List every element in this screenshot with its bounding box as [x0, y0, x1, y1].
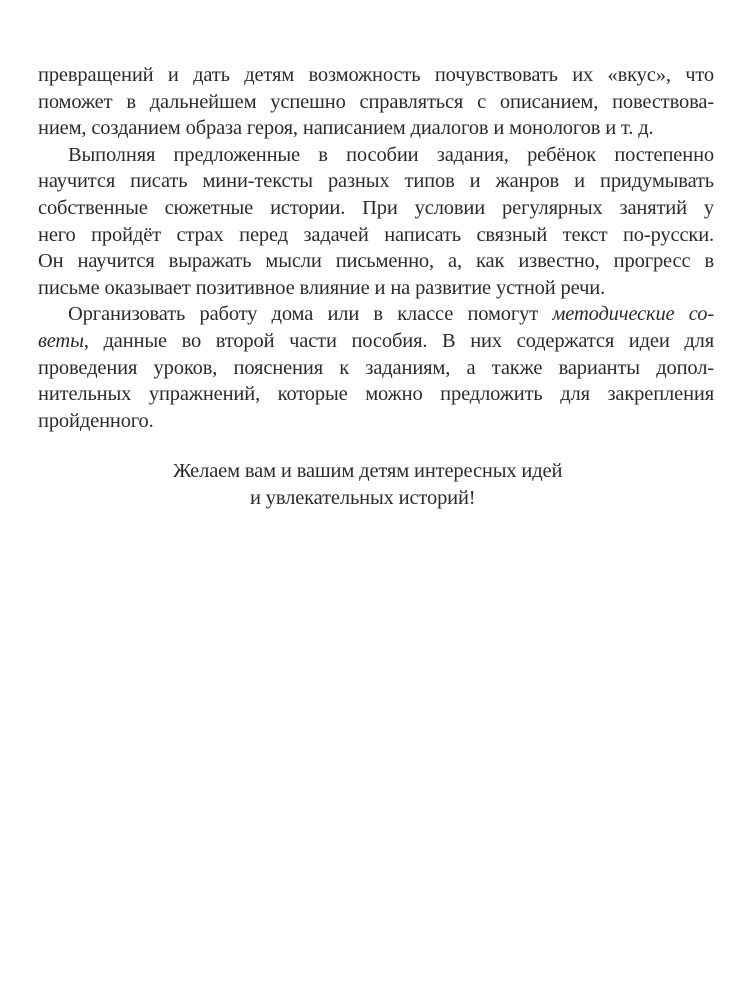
italic-term: методические со-	[552, 303, 714, 326]
closing-line-1: Желаем вам и вашим детям интересных идей	[173, 460, 563, 482]
italic-term: веты	[38, 329, 84, 352]
text-line: него пройдёт страх перед задачей написать связный текст по-русски.	[38, 223, 714, 246]
paragraph-1	[38, 62, 714, 142]
text-line: нием, созданием образа героя, написанием диалогов и монологов и т. д.	[38, 117, 654, 140]
text-line: превращений и дать детям возможность почувствовать их «вкус», что	[38, 64, 714, 86]
paragraph-3	[38, 301, 714, 434]
text-line: нительных упражнений, которые можно предложить для закрепления	[38, 383, 714, 406]
text-line: пройденного.	[38, 409, 154, 432]
text-span: , данные во второй части пособия. В них содержатся идеи для	[83, 329, 714, 352]
text-line: Он научится выражать мысли письменно, а, как известно, прогресс в	[38, 250, 714, 273]
paragraph-2	[38, 142, 714, 302]
closing-line-2: и увлекательных историй!	[250, 486, 476, 509]
text-line: собственные сюжетные истории. При условии регулярных занятий у	[38, 196, 714, 219]
text-span: Организовать работу дома или в классе помогут	[68, 303, 553, 326]
text-line	[38, 301, 714, 328]
text-line: проведения уроков, пояснения к заданиям, а также варианты допол-	[38, 356, 714, 379]
document-body	[38, 62, 714, 434]
text-line: письме оказывает позитивное влияние и на развитие устной речи.	[38, 276, 606, 299]
text-line: поможет в дальнейшем успешно справляться с описанием, повествова-	[38, 90, 714, 113]
text-line	[38, 328, 714, 355]
text-line: Выполняя предложенные в пособии задания, ребёнок постепенно	[68, 143, 714, 166]
text-line: научится писать мини-тексты разных типов и жанров и придумывать	[38, 170, 714, 193]
